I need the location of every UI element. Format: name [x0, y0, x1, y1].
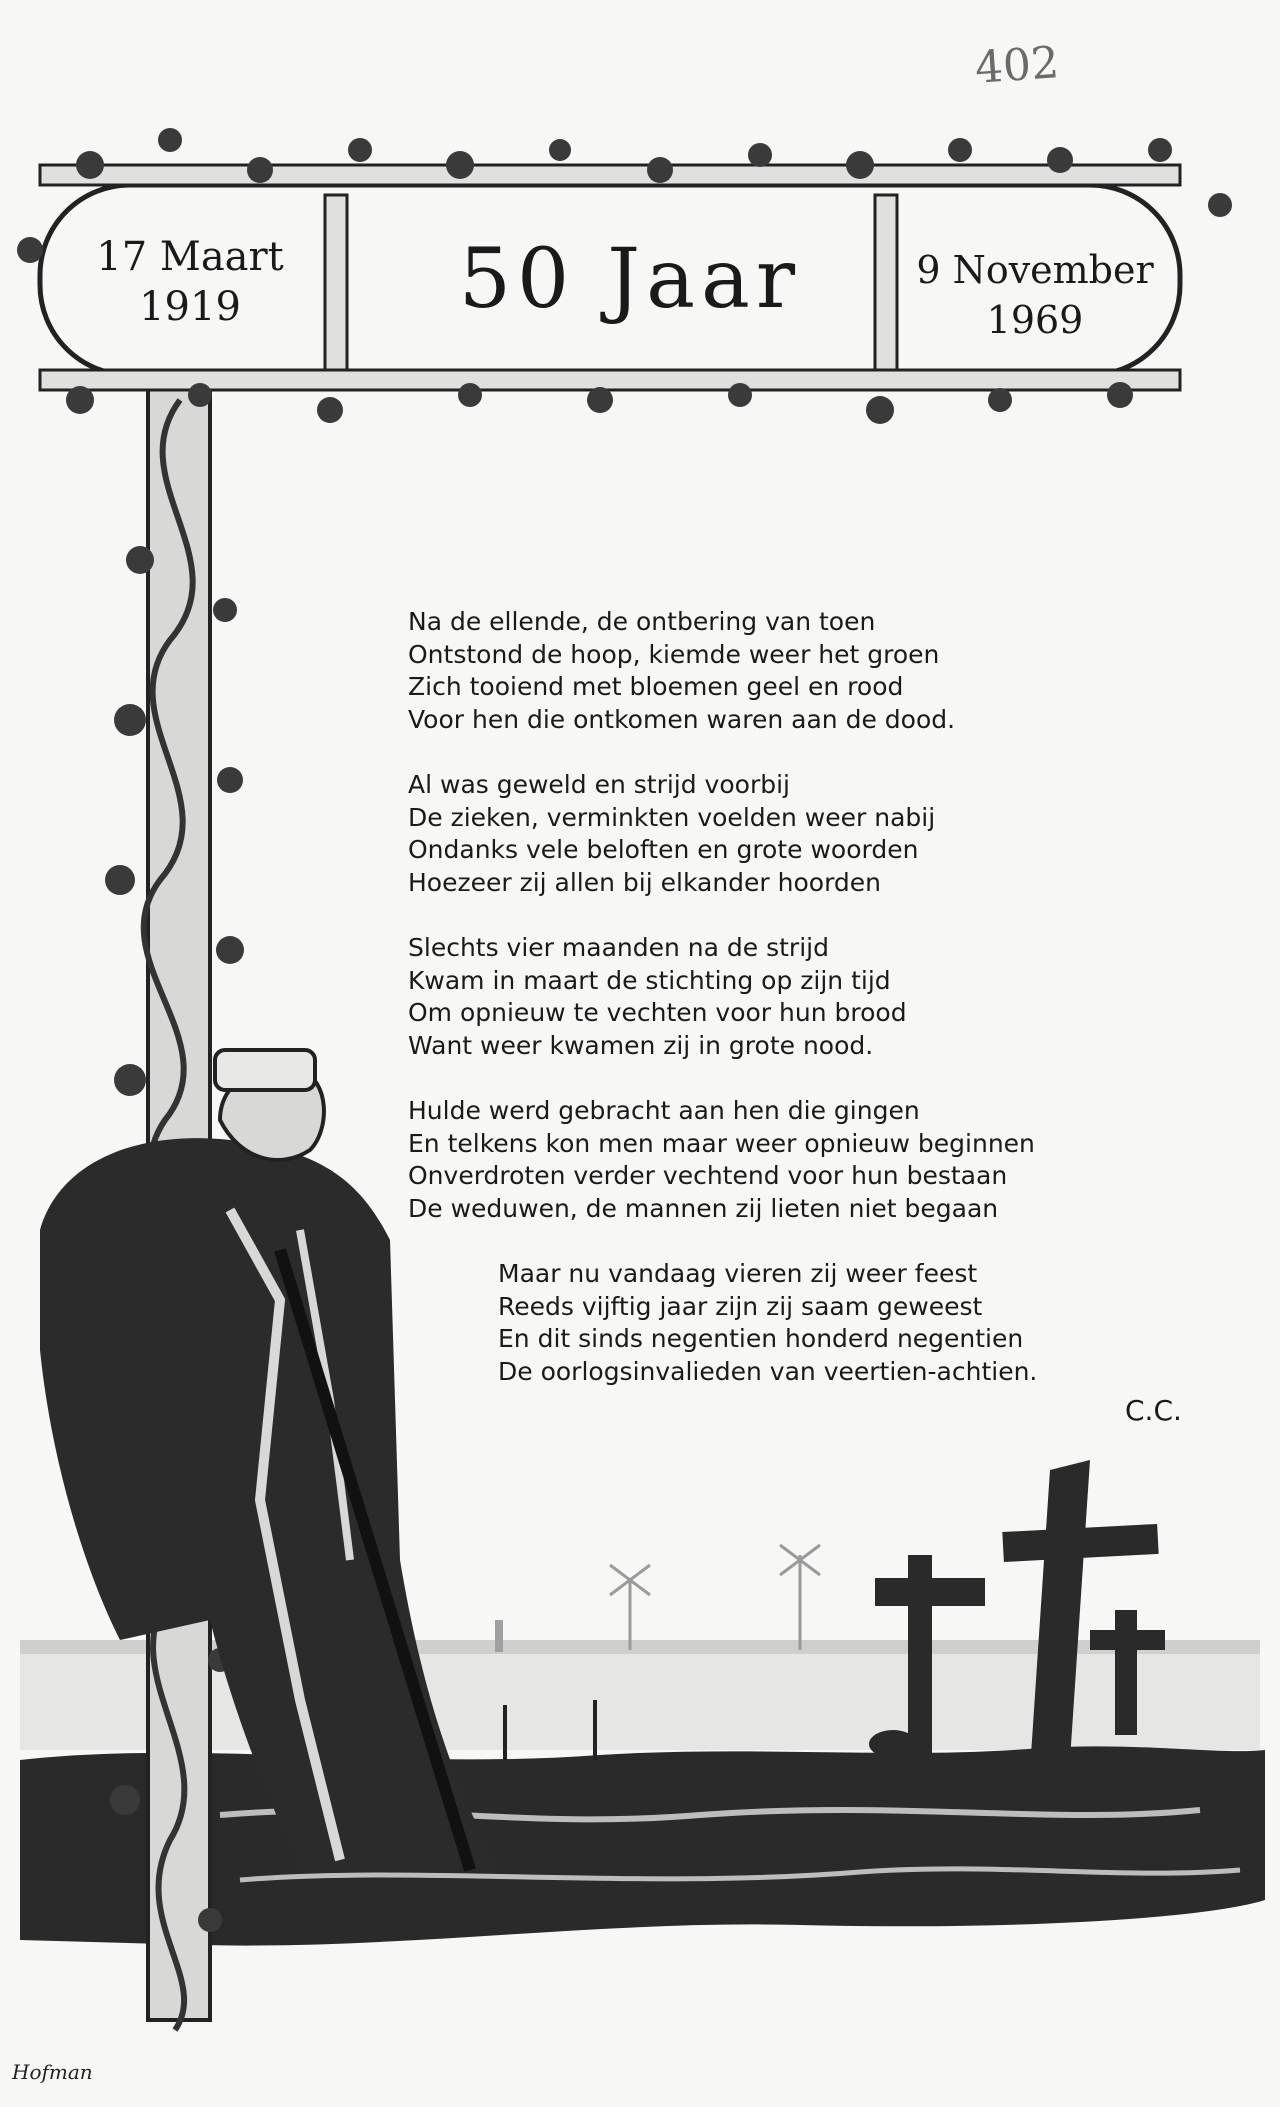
poem-stanza	[498, 1258, 1108, 1388]
poem-stanza	[408, 606, 1108, 736]
poem-line: Kwam in maart de stichting op zijn tijd	[408, 965, 891, 995]
poem-line: Hoezeer zij allen bij elkander hoorden	[408, 867, 882, 897]
author-initials: C.C.	[1125, 1394, 1182, 1427]
poem-line: Maar nu vandaag vieren zij weer feest	[498, 1259, 978, 1288]
poem-line: En telkens kon men maar weer opnieuw beginnen	[408, 1128, 1035, 1158]
artist-signature: Hofman	[12, 2060, 93, 2084]
poem-line: De oorlogsinvalieden van veertien-achtien.	[498, 1356, 1038, 1386]
poem-line: En dit sinds negentien honderd negentien	[498, 1324, 1024, 1353]
poem-stanza	[408, 769, 1108, 899]
poem-line: Reeds vijftig jaar zijn zij saam geweest	[498, 1291, 983, 1321]
poem-stanza	[408, 932, 1108, 1062]
poem-line: Ontstond de hoop, kiemde weer het groen	[408, 639, 940, 669]
founding-date-day: 17 Maart	[96, 234, 284, 280]
banner-top-rail	[40, 165, 1180, 185]
founding-date	[80, 232, 300, 332]
poem-line: Om opnieuw te vechten voor hun brood	[408, 998, 907, 1027]
anniversary-banner	[0, 0, 1280, 480]
windmill-icon	[610, 1565, 650, 1650]
banner-upright-right	[875, 195, 897, 370]
poem	[408, 606, 1108, 1421]
poem-line: Onverdroten verder vechtend voor hun bestaan	[408, 1161, 1008, 1190]
poem-stanza	[408, 1095, 1108, 1225]
celebration-date-day: 9 November	[916, 248, 1154, 292]
poem-line: Na de ellende, de ontbering van toen	[408, 607, 876, 636]
founding-date-year: 1919	[139, 284, 241, 330]
poem-line: Al was geweld en strijd voorbij	[408, 770, 790, 799]
banner-bottom-rail	[40, 370, 1180, 390]
celebration-date-year: 1969	[986, 298, 1084, 342]
page-number: 402	[973, 37, 1061, 94]
poem-line: Want weer kwamen zij in grote nood.	[408, 1030, 874, 1060]
poem-line: De zieken, verminkten voelden weer nabij	[408, 802, 936, 832]
helmet-on-grave	[869, 1730, 917, 1758]
poem-line: Slechts vier maanden na de strijd	[408, 933, 829, 962]
poem-line: Ondanks vele beloften en grote woorden	[408, 835, 919, 864]
banner-upright-left	[325, 195, 347, 370]
poem-line: De weduwen, de mannen zij lieten niet begaan	[408, 1193, 999, 1223]
celebration-date	[905, 245, 1165, 345]
church-tower	[495, 1620, 503, 1652]
poem-line: Zich tooiend met bloemen geel en rood	[408, 672, 904, 701]
poem-line: Hulde werd gebracht aan hen die gingen	[408, 1096, 920, 1125]
poem-line: Voor hen die ontkomen waren aan de dood.	[408, 704, 956, 734]
anniversary-title: 50 Jaar	[458, 232, 802, 327]
windmill-icon	[780, 1545, 820, 1650]
